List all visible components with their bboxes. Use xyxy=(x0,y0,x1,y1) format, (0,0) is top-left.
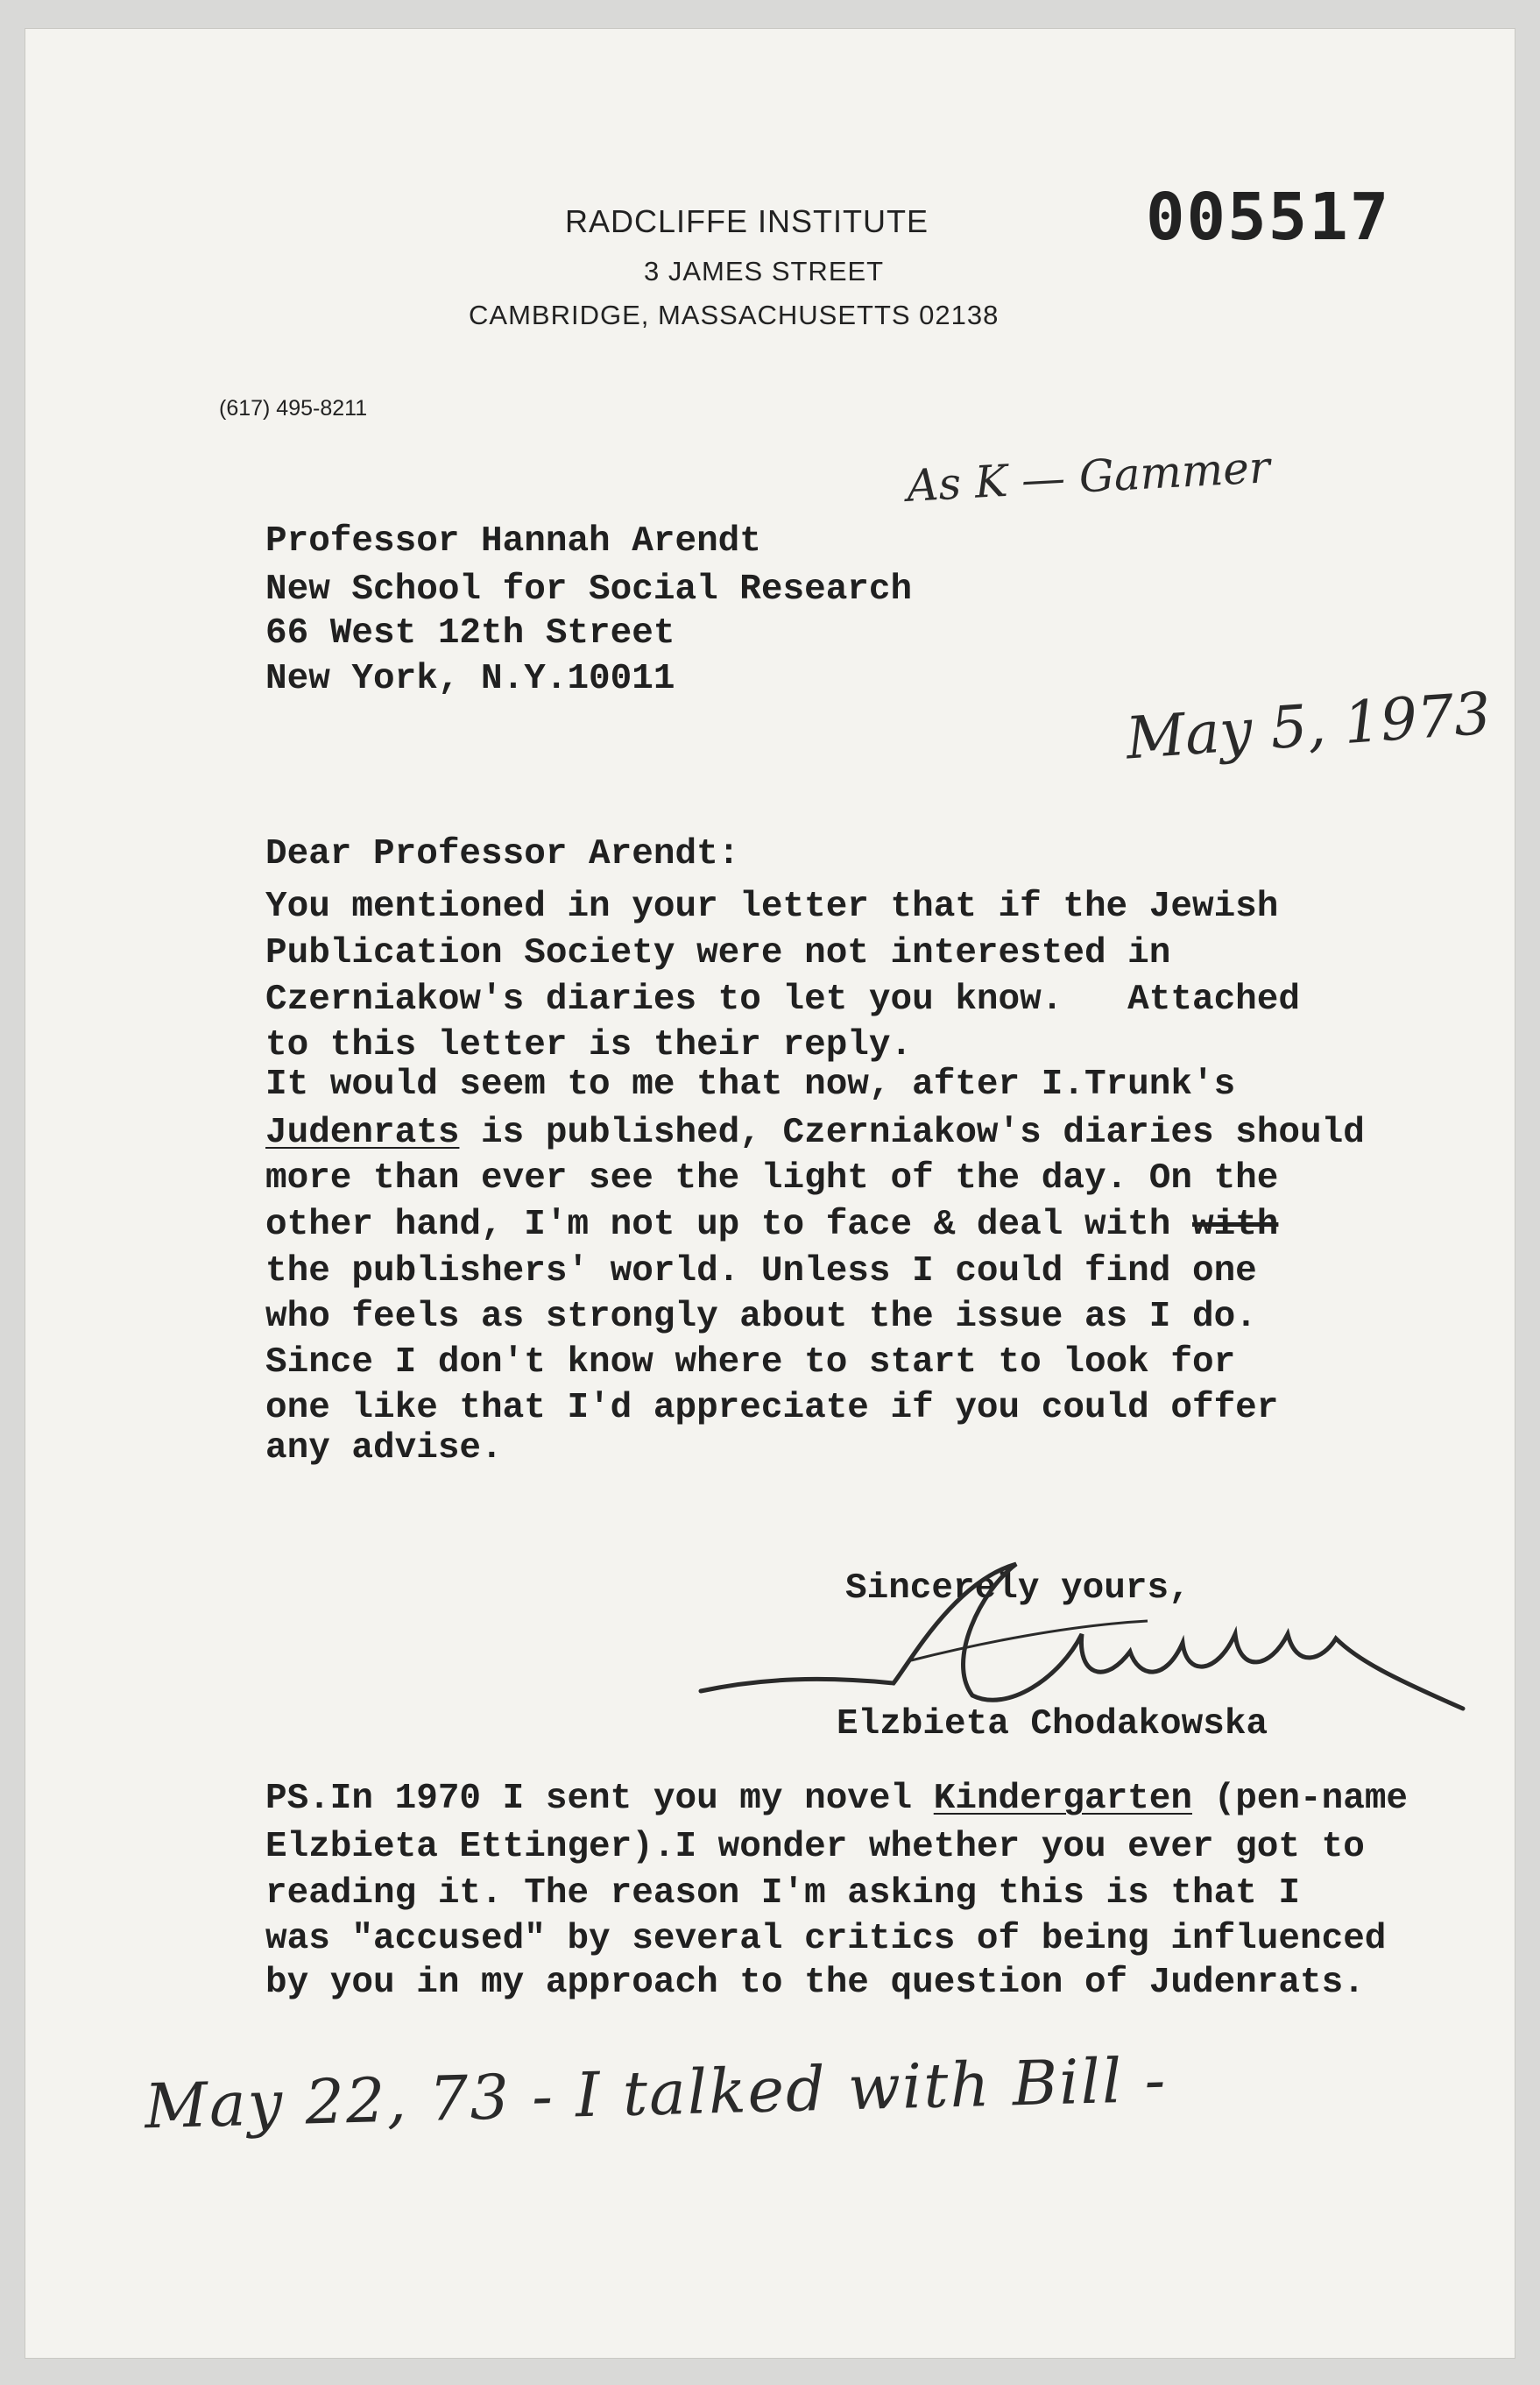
postscript-line: was "accused" by several critics of being influenced xyxy=(265,1919,1387,1959)
valediction: Sincerely yours, xyxy=(845,1568,1190,1609)
ps-text: PS.In 1970 I sent you my novel xyxy=(265,1779,934,1819)
handwritten-date: May 5, 1973 xyxy=(1123,679,1494,773)
recipient-city: New York, N.Y.10011 xyxy=(265,659,675,699)
archive-number-stamp: 005517 xyxy=(1146,180,1391,255)
body-line: Publication Society were not interested in xyxy=(265,933,1171,973)
body-line: Since I don't know where to start to look for xyxy=(265,1342,1236,1383)
letterhead-institution: RADCLIFFE INSTITUTE xyxy=(565,203,929,239)
postscript-line: Elzbieta Ettinger).I wonder whether you ever got to xyxy=(265,1827,1365,1867)
body-line: You mentioned in your letter that if the Jewish xyxy=(265,887,1279,927)
recipient-institution: New School for Social Research xyxy=(265,570,913,610)
recipient-street: 66 West 12th Street xyxy=(265,613,675,654)
struck-word: with xyxy=(1191,1205,1279,1245)
body-line: one like that I'd appreciate if you could offer xyxy=(265,1388,1279,1428)
letterhead-street: 3 JAMES STREET xyxy=(644,256,885,287)
body-line: Czerniakow's diaries to let you know. Attached xyxy=(265,980,1300,1020)
signer-name: Elzbieta Chodakowska xyxy=(837,1704,1268,1745)
body-line: the publishers' world. Unless I could find one xyxy=(265,1251,1257,1292)
postscript-line xyxy=(265,1779,1408,1819)
handwritten-top-note: As K — Gammer xyxy=(905,442,1272,512)
letterhead-city: CAMBRIDGE, MASSACHUSETTS 02138 xyxy=(469,300,1000,330)
postscript-line: by you in my approach to the question of Judenrats. xyxy=(265,1963,1365,2003)
body-line: who feels as strongly about the issue as I do. xyxy=(265,1297,1257,1337)
salutation: Dear Professor Arendt: xyxy=(265,834,740,874)
ps-text: (pen-name xyxy=(1191,1779,1409,1819)
body-line: It would seem to me that now, after I.Trunk's xyxy=(265,1065,1236,1105)
book-title-kindergarten: Kindergarten xyxy=(933,1779,1192,1819)
body-line: to this letter is their reply. xyxy=(265,1025,913,1065)
recipient-name: Professor Hannah Arendt xyxy=(265,521,761,562)
body-line xyxy=(265,1205,1278,1245)
postscript-line: reading it. The reason I'm asking this is that I xyxy=(265,1873,1300,1914)
body-line-text: other hand, I'm not up to face & deal with xyxy=(265,1205,1192,1245)
body-line: any advise. xyxy=(265,1428,503,1469)
handwritten-bottom-note: May 22, 73 - I talked with Bill - xyxy=(144,2043,1169,2143)
body-line: more than ever see the light of the day. On the xyxy=(265,1158,1279,1199)
book-title-judenrats: Judenrats xyxy=(265,1113,460,1153)
body-line xyxy=(265,1113,1365,1153)
signature-graphic xyxy=(692,1529,1498,1722)
letterhead-phone: (617) 495-8211 xyxy=(219,396,368,421)
body-line-rest: is published, Czerniakow's diaries should xyxy=(459,1113,1365,1153)
